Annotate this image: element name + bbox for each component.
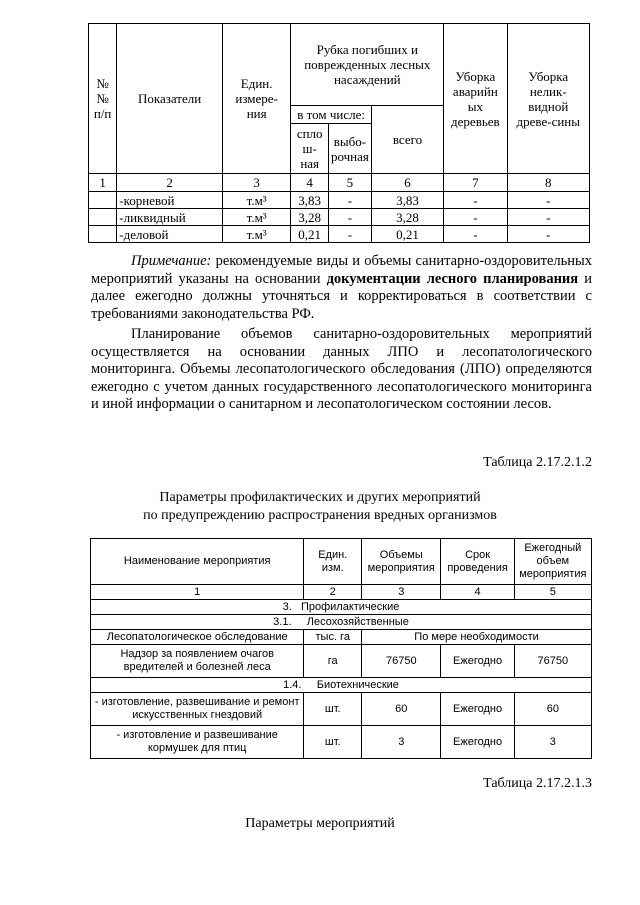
header-indicator: Показатели [117, 24, 223, 174]
planning-paragraph: Планирование объемов санитарно-оздоровительных мероприятий осуществляется на основании данных ЛПО и лесопатологического мониторинга. Объемы лесопатологического обследования (ЛПО) определяются ежегодно с учетом данных государственного лесопатологического мониторинга и иной информации о санитарном и лесопатологическом состоянии лесов. [91, 326, 592, 412]
header-total: всего [371, 106, 443, 174]
table2-caption: Таблица 2.17.2.1.2 [483, 455, 592, 470]
table3-title: Параметры мероприятий [245, 816, 395, 831]
table2-title-line2: по предупреждению распространения вредных организмов [143, 508, 497, 523]
note-paragraph: Примечание: рекомендуемые виды и объемы санитарно-оздоровительных мероприятий указаны на основании документации лесного планирования и далее ежегодно должны уточняться и корректироваться в соответствии с требованиями законодательства РФ. [91, 253, 592, 322]
header-num: № № п/п [89, 24, 117, 174]
section-row: 1.4. Биотехнические [91, 678, 592, 693]
header-unit: Един. измере- ния [222, 24, 291, 174]
table-row: -корневой т.м³ 3,83 - 3,83 - - [89, 192, 590, 209]
table-row: -деловой т.м³ 0,21 - 0,21 - - [89, 226, 590, 243]
header-windfall: Уборка аварийн ых деревьев [444, 24, 507, 174]
section-row: 3. Профилактические [91, 600, 592, 615]
table-row: Лесопатологическое обследование тыс. га По мере необходимости [91, 630, 592, 645]
header-incl: в том числе: [291, 106, 371, 124]
header-illiquid: Уборка нелик- видной древе-сины [507, 24, 589, 174]
header-clear: спло ш- ная [291, 124, 329, 174]
table-row: 1 2 3 4 5 6 7 8 [89, 174, 590, 192]
header-annual: Ежегодный объем мероприятия [514, 539, 591, 585]
preventive-measures-table [90, 538, 592, 759]
sanitary-measures-table [88, 23, 590, 243]
table-row: - изготовление и развешивание кормушек для птиц шт. 3 Ежегодно 3 [91, 726, 592, 759]
header-unit: Един. изм. [304, 539, 362, 585]
table-row: -ликвидный т.м³ 3,28 - 3,28 - - [89, 209, 590, 226]
note-label: Примечание: [131, 253, 212, 269]
table-row: Надзор за появлением очагов вредителей и болезней леса га 76750 Ежегодно 76750 [91, 645, 592, 678]
table2-title-line1: Параметры профилактических и других мероприятий [159, 490, 481, 505]
header-term: Срок проведения [441, 539, 514, 585]
section-row: 3.1. Лесохозяйственные [91, 615, 592, 630]
header-volume: Объемы мероприятия [362, 539, 441, 585]
header-selective: выбо- рочная [328, 124, 371, 174]
table-row: - изготовление, развешивание и ремонт искусственных гнездовий шт. 60 Ежегодно 60 [91, 693, 592, 726]
header-name: Наименование мероприятия [91, 539, 304, 585]
header-felling: Рубка погибших и поврежденных лесных насаждений [291, 24, 444, 106]
table3-caption: Таблица 2.17.2.1.3 [483, 776, 592, 791]
table-row: 1 2 3 4 5 [91, 585, 592, 600]
